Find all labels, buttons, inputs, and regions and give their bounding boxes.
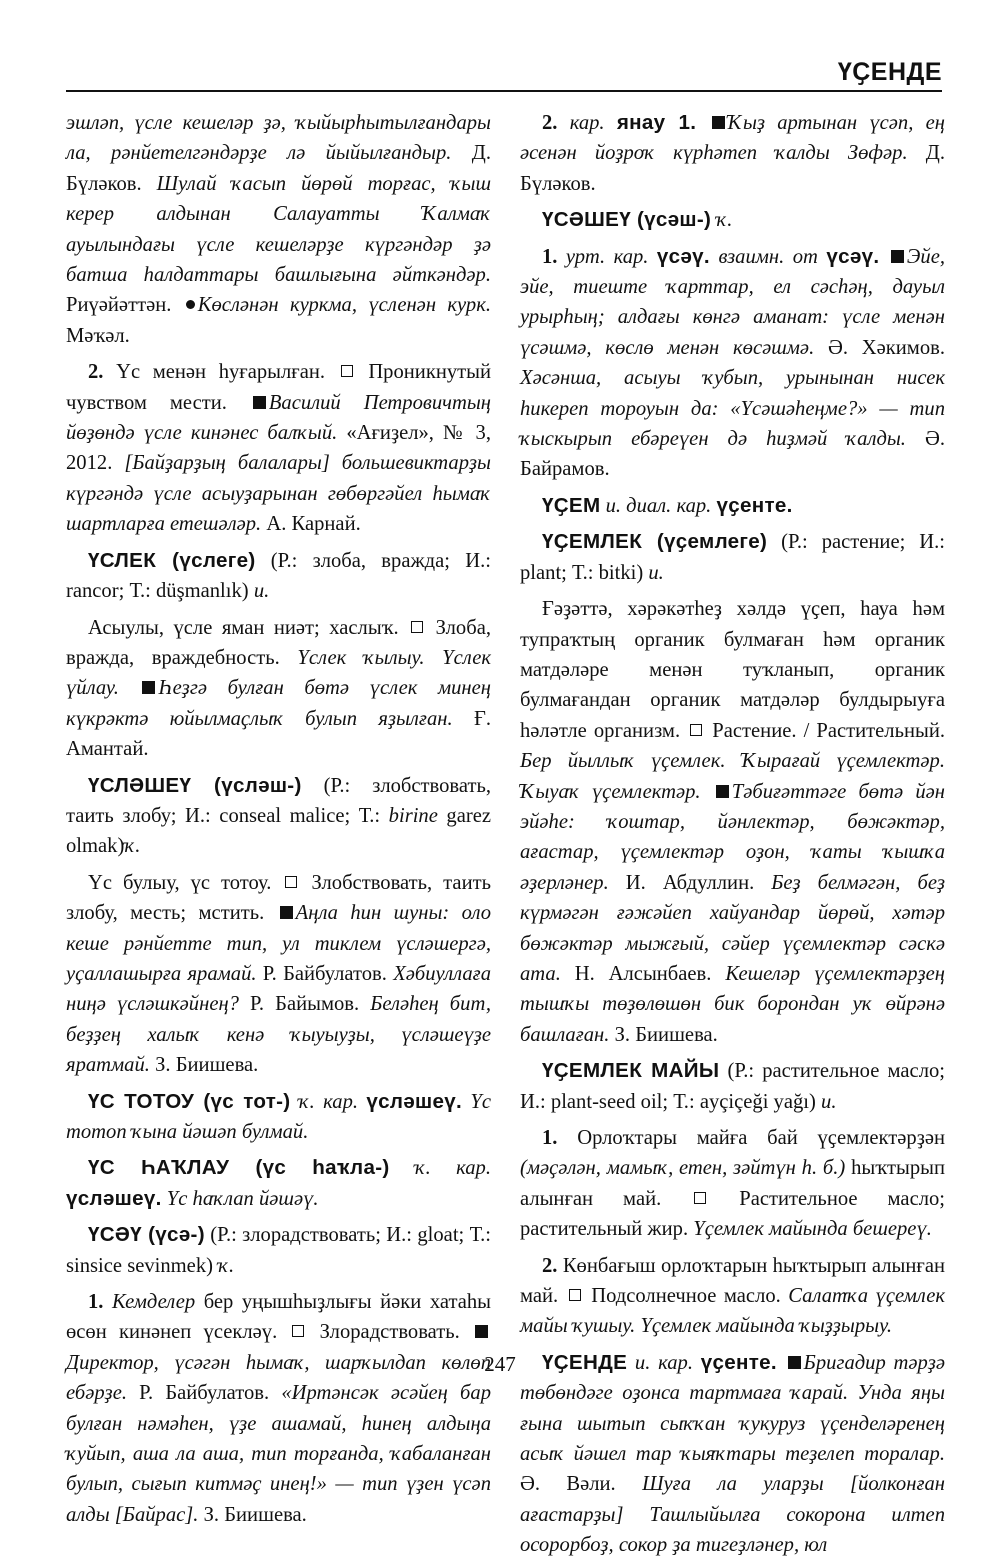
part-of-speech: и.: [253, 580, 270, 603]
example-text: Беләһең бит, беҙҙең халыҡ кенә ҡыуыуҙы, үсләшеүҙе яратмай.: [66, 993, 491, 1077]
entry-headline: [520, 205, 945, 235]
citation: И. Абдуллин.: [608, 871, 772, 894]
cross-reference: үҫенте.: [716, 493, 793, 517]
example-square-icon: [475, 1325, 488, 1338]
example-text: «Иртәнсәк әсәйең бар булған нәмәһен, үҙе ашамай, һинең алдыңа ҡуйып, аша ла аша, тип торғанда, ҡабаланған булып, сығып китмәҫ инең!» — тип үҙен үсәп алды [Байрас].: [66, 1382, 491, 1526]
example-text: Василий Петровичтың йөҙөндә үсле кинәнес балҡый.: [66, 391, 491, 445]
sense-paragraph: [66, 357, 491, 539]
headword-form: (үс тот-): [194, 1089, 291, 1113]
example-text: Беҙ белмәгән, беҙ күрмәгән ғәжәйеп хайуандар йөрөй, хәтәр бөжәктәр мыжғый, сәйер үҫемлектәр сәскә ата.: [520, 871, 945, 985]
citation: З. Биишева.: [149, 1054, 259, 1077]
example-text: Аңла һин шуны: оло кеше рәнйетте тип, ул тиклем үсләшергә, уҫаллашырға ярамай.: [66, 902, 491, 985]
cross-reference: үсәү.: [826, 244, 880, 268]
part-of-speech: ҡ.: [711, 209, 733, 232]
sense-paragraph: [520, 108, 945, 199]
definition-italic: (мәҫәлән, мамыҡ, етен, зәйтүн һ. б.): [520, 1157, 846, 1180]
headword-form: (үслеге): [156, 548, 256, 572]
example-text: эшләп, үсле кешеләр ҙә, ҡыйырһытылғандары ла, рәнйетелгәндәрҙе лә йыйылғандыр.: [66, 112, 491, 165]
headword: ҮСЛӘШЕҮ: [88, 773, 192, 797]
entry-headline: [520, 1348, 945, 1561]
page-number: 247: [484, 1352, 516, 1376]
entry-headline: [520, 1056, 945, 1117]
translation: Злобствовать, таить злобу, месть; мстить.: [66, 871, 491, 925]
headword-form: (үҫемлеге): [642, 530, 768, 554]
part-of-speech: ҡ.: [218, 1254, 235, 1277]
example-square-icon: [716, 785, 729, 798]
sense-paragraph: [66, 868, 491, 1081]
headword: ҮҪЕМ: [542, 493, 601, 517]
translation: Проникнутый чувством мести.: [66, 361, 492, 414]
equivalents: (Р.: злорадствовать; И.: gloat; Т.: sinsice sevinmek): [66, 1224, 491, 1277]
headword-form: (үс һаҡла-): [229, 1156, 390, 1180]
sense-number: 1.: [542, 245, 558, 268]
headword: ҮС ҺАҠЛАУ: [88, 1156, 230, 1180]
headword-form: (үсләш-): [191, 773, 302, 797]
example-text: Бригадир тәрҙә төбөндәге оҙонса тартмаға ҡарай. Унда яңы ғына шытып сыҡҡан ҡукуруз үҫенделәренең асыҡ йәшел тар ҡыяҡтары теҙелеп торалар.: [520, 1351, 945, 1466]
headword: ҮСЛЕК: [88, 548, 157, 572]
cross-reference-label: урт. кар.: [557, 245, 657, 268]
sense-number: 2.: [88, 361, 104, 384]
example-text: Һеҙгә булған бөтә үслек минең күкрәктә юйылмаҫлыҡ булып яҙылған.: [66, 677, 491, 730]
citation: Ә. Вәли.: [520, 1473, 643, 1496]
cross-reference-label: ҡ. кар.: [389, 1157, 491, 1180]
definition: Орлоҡтары майға бай үҫемлектәрҙән: [557, 1127, 945, 1149]
sense-paragraph: [520, 1251, 945, 1342]
entry-headline: [520, 527, 945, 588]
translation: Растительное масло; растительный жир.: [520, 1187, 945, 1241]
cross-reference-label: и. кар.: [627, 1351, 701, 1374]
example-text: Эйе, эйе, тиеште ҡарттар, ел сәсһәң, дауыл урырһың; алдағы көнгә аманат: үсле менән үсәшмә, көслө менән көсәшмә.: [520, 245, 945, 359]
citation: Р. Байымов.: [238, 993, 371, 1016]
equivalents: (Р.: растение; И.: plant; Т.: bitki): [520, 531, 945, 584]
example-text: Үҫемлек майында бешереү.: [693, 1218, 932, 1241]
headword: ҮҪЕНДЕ: [542, 1350, 628, 1374]
definition: Үс булыу, үс тотоу.: [88, 871, 283, 894]
part-of-speech: и.: [648, 561, 664, 584]
bullet-dot-icon: [186, 300, 195, 309]
cross-reference: үсләшеү.: [366, 1089, 463, 1113]
spacer: [696, 112, 708, 134]
headword-form: (үсәш-): [630, 208, 712, 232]
example-text: Шулай ҡасып йөрөй торғас, ҡыш керер алдынан Салауатты Ҡалмаҡ ауылындағы үсле кешеләрҙе күргәндәр ҙә батша һалдаттары башлығына әйткәндәр.: [66, 172, 491, 287]
spacer: [701, 781, 713, 803]
citation: «Ағиҙел», № 3, 2012.: [66, 422, 491, 475]
example-text: [Байҙарҙың балалары] большевиктарҙы күргәндә үсле асыуҙарынан гөбөргәйел һымаҡ шартларға етешәләр.: [66, 452, 491, 536]
translation-square-icon: [411, 621, 423, 633]
translation-square-icon: [292, 1325, 304, 1337]
equivalents: (Р.: злобствовать, таить злобу; И.: conseal malice; Т.:: [66, 774, 491, 827]
spacer: [119, 677, 140, 699]
cross-reference: үсәү.: [656, 244, 710, 268]
translation: Злорадствовать.: [307, 1321, 472, 1344]
equivalents: (Р.: растительное масло; И.: plant-seed oil; Т.: ayçiçeği yağı): [520, 1060, 945, 1113]
citation: Мәҡәл.: [66, 324, 130, 347]
headword: ҮҪЕМЛЕК МАЙЫ: [542, 1059, 720, 1083]
cross-reference: үсләшеү.: [66, 1186, 162, 1210]
definition-italic: Кемделер: [103, 1291, 196, 1314]
translation-square-icon: [285, 876, 297, 888]
definition: бер уңышһыҙлығы йәки хатаһы өсөн кинәнеп үсекләү.: [66, 1291, 491, 1344]
sense-paragraph: [520, 1123, 945, 1245]
example-text: Хәбиуллаға ниңә үсләшкәйнең?: [66, 962, 491, 1016]
example-square-icon: [891, 250, 904, 263]
entry-headline: [66, 771, 491, 862]
citation: Ә. Хәкимов.: [814, 336, 945, 359]
entry-headline: [66, 1153, 491, 1214]
sense-paragraph: [66, 1287, 491, 1530]
translation: Злоба, вражда, враждебность.: [66, 616, 491, 669]
citation: Ғ. Амантай.: [66, 707, 491, 761]
spacer: [879, 246, 887, 268]
example-text: Директор, үсәгән һымаҡ, шарҡылдап көлөп ебәрҙе.: [66, 1351, 491, 1405]
equivalents: (Р.: злоба, вражда; И.: rancor; Т.: düşmanlık): [66, 549, 492, 603]
headword: ҮҪЕМЛЕК: [542, 530, 643, 554]
definition: Көнбағыш орлоҡтарын һыҡтырып алынған май.: [520, 1254, 945, 1308]
citation: Ә. Байрамов.: [520, 428, 945, 481]
sense-paragraph: [520, 242, 945, 485]
example-text: Хәсәнша, асыуы ҡубып, урынынан нисек һикереп тороуын да: «Үсәшәһеңме?» — тип ҡыскырып ебәреүен дә һиҙмәй ҡалды.: [520, 367, 945, 451]
sense-number: 1.: [542, 1127, 558, 1149]
citation: Р. Байбулатов.: [127, 1382, 282, 1405]
left-column: [66, 108, 491, 1536]
translation-square-icon: [569, 1289, 581, 1301]
translation-square-icon: [341, 365, 353, 377]
right-column: [520, 108, 945, 1567]
headword: ҮСӘҮ: [88, 1223, 142, 1247]
headword: ҮС ТОТОУ: [88, 1089, 195, 1113]
citation: З. Биишева.: [198, 1503, 307, 1526]
definition: Үс менән һуғарылған.: [103, 361, 338, 384]
example-text: Кешеләр үҫемлектәрҙең тышҡы төҙөлөшөн бик борондан уҡ өйрәнә башлаған.: [520, 962, 945, 1046]
part-of-speech: ҡ.: [124, 835, 141, 858]
citation: З. Биишева.: [609, 1023, 718, 1046]
sense-number: 2.: [542, 112, 558, 134]
definition: һыҡтырып алынған май.: [520, 1157, 945, 1210]
example-text: Тәбиғәттәге бөтә йән эйәһе: ҡоштар, йәнлектәр, бөжәктәр, ағастар, үҫемлектәр оҙон, ҡаты ҡышҡа әҙерләнер.: [520, 780, 945, 894]
example-square-icon: [280, 906, 293, 919]
example-square-icon: [142, 681, 155, 694]
headword: ҮСӘШЕҮ: [542, 208, 631, 232]
grammar-note: взаимн. от: [709, 245, 827, 268]
example-square-icon: [712, 116, 725, 129]
running-head: [66, 58, 942, 92]
equivalents: garez olmak): [66, 804, 491, 858]
entry-headline: [66, 1220, 491, 1281]
citation: Риүәйәттән.: [66, 294, 183, 317]
citation: А. Карнай.: [261, 513, 361, 536]
sense-paragraph: [66, 613, 491, 765]
citation: Н. Алсынбаев.: [560, 962, 726, 985]
entry-headline: [66, 1087, 491, 1148]
example-text: Шуға ла уларҙы [йолконған ағастарҙы] Ташлыйылға сокорона илтеп осорорбоҙ, сокор ҙа тигеҙләнер, юл: [520, 1473, 945, 1557]
cross-reference-label: и. диал. кар.: [600, 494, 717, 517]
example-text: Салатҡа үҫемлек майы ҡушыу. Үҫемлек майында ҡыҙҙырыу.: [520, 1285, 945, 1338]
translation: Подсолнечное масло.: [583, 1285, 789, 1308]
definition: Асыулы, үсле яман ниәт; хаслыҡ.: [88, 616, 409, 639]
sense-number: 1.: [88, 1291, 104, 1314]
translation: Растение. / Растительный.: [705, 719, 945, 742]
example-text: Ҡыҙ артынан үсәп, ең әсенән йоҙроҡ күрһәтеп ҡалды Зөфәр.: [520, 112, 945, 165]
citation: Д. Бүләков.: [66, 142, 491, 195]
equivalent-italic: birine: [388, 804, 438, 827]
example-text: Үслек ҡылыу. Үслек үйлау.: [66, 646, 491, 700]
running-title: ҮҪЕНДЕ: [837, 58, 942, 86]
part-of-speech: и.: [821, 1090, 837, 1113]
translation-square-icon: [690, 724, 702, 736]
example-text: Көсләнән куркма, үсленән курк.: [197, 294, 492, 317]
entry-headline: [520, 491, 945, 521]
translation-square-icon: [694, 1192, 706, 1204]
cross-reference-label: кар.: [557, 112, 617, 134]
paragraph: [66, 108, 491, 351]
example-text: Үс һаҡлап йәшәү.: [161, 1187, 319, 1210]
headword-form: (үсә-): [141, 1223, 205, 1247]
cross-reference-label: ҡ. кар.: [290, 1090, 367, 1113]
entry-headline: [66, 546, 491, 607]
sense-number: 2.: [542, 1254, 558, 1277]
example-text: Бер йыллыҡ үҫемлек. Ҡырағай үҫемлектәр. Ҡыуаҡ үҫемлектәр.: [520, 750, 945, 803]
sense-paragraph: [520, 594, 945, 1050]
example-text: Үс тотоп ҡына йәшәп булмай.: [66, 1090, 491, 1143]
definition: Ғәҙәттә, хәрәкәтһеҙ хәлдә үҫеп, һауа һәм тупраҡтың органик булмаған һәм органик матдәләре менән туҡланып, органик булмағандан органик матдәләр булдырыуға һәләтле организм.: [520, 598, 945, 742]
citation: Д. Бүләков.: [520, 142, 945, 195]
citation: Р. Байбулатов.: [256, 962, 394, 985]
example-square-icon: [253, 396, 266, 409]
cross-reference: янау 1.: [616, 111, 697, 134]
cross-reference: үҫенте.: [700, 1350, 777, 1374]
